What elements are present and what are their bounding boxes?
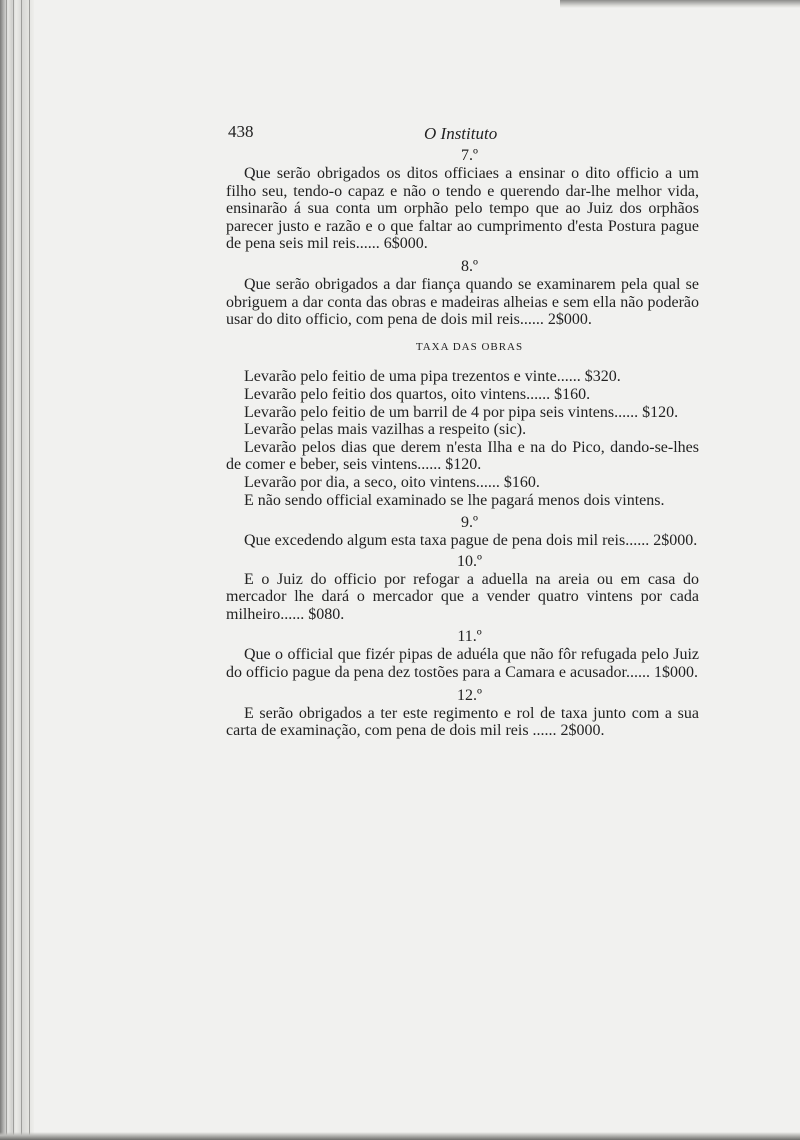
article-text: E serão obrigados a ter este regimento e rol de taxa junto com a sua carta de examinação, com pena de dois mil reis ...... 2$000. xyxy=(226,704,699,740)
article-number: 8.º xyxy=(461,257,478,275)
printed-page xyxy=(226,117,699,740)
tax-item: Levarão pelo feitio dos quartos, oito vintens...... $160. xyxy=(244,385,591,403)
page-number: 438 xyxy=(228,122,254,141)
page-bottom-edge xyxy=(0,1132,800,1140)
article-text: E o Juiz do officio por refogar a aduella na areia ou em casa do mercador lhe dará o mercador que a vender quatro vintens por cada milheiro...... $080. xyxy=(226,570,699,623)
gutter-fold-line xyxy=(13,0,14,1140)
tax-item: Levarão por dia, a seco, oito vintens...... $160. xyxy=(244,473,540,491)
tax-item: Levarão pelo feitio de um barril de 4 por pipa seis vintens...... $120. xyxy=(244,403,679,421)
article-text: Que serão obrigados a dar fiança quando se examinarem pela qual se obriguem a dar conta das obras e madeiras alheias e sem ella não poderão usar do dito officio, com pena de dois mil reis...... 2$000. xyxy=(226,275,699,329)
gutter-fold-line xyxy=(21,0,22,1140)
article-number: 10.º xyxy=(457,552,482,570)
tax-item: Levarão pelo feitio de uma pipa trezentos e vinte...... $320. xyxy=(244,368,621,386)
section-title: TAXA DAS OBRAS xyxy=(415,340,524,353)
article-number: 12.º xyxy=(457,686,482,704)
tax-item: Levarão pelos dias que derem n'esta Ilha e na do Pico, dando-se-lhes de comer e beber, seis vintens...... $120. xyxy=(226,438,699,474)
article-text: Que serão obrigados os ditos officiaes a ensinar o dito officio a um filho seu, tendo-o capaz e não o tendo e querendo dar-lhe melhor vida, ensinarão á sua conta um orphão pelo tempo que ao Juiz dos orphãos parecer justo e razão e o que faltar ao cumprimento d'esta Postura pague de pena seis mil reis...... 6$000. xyxy=(226,165,699,253)
article-text: Que excedendo algum esta taxa pague de pena dois mil reis...... 2$000. xyxy=(244,532,698,550)
article-number: 9.º xyxy=(461,514,478,532)
page-header xyxy=(226,117,699,147)
tax-item: Levarão pelas mais vazilhas a respeito (sic). xyxy=(244,421,527,439)
article-number: 11.º xyxy=(457,628,482,646)
running-title: O Instituto xyxy=(424,124,498,143)
article-number: 7.º xyxy=(461,147,478,164)
gutter-fold-line xyxy=(6,0,7,1140)
page-top-edge xyxy=(560,0,800,8)
article-text: Que o official que fizér pipas de aduéla que não fôr refugada pelo Juiz do officio pague da pena dez tostões para a Camara e acusador...... 1$000. xyxy=(226,646,699,682)
tax-item: E não sendo official examinado se lhe pagará menos dois vintens. xyxy=(244,491,665,509)
gutter-fold-line xyxy=(29,0,30,1140)
